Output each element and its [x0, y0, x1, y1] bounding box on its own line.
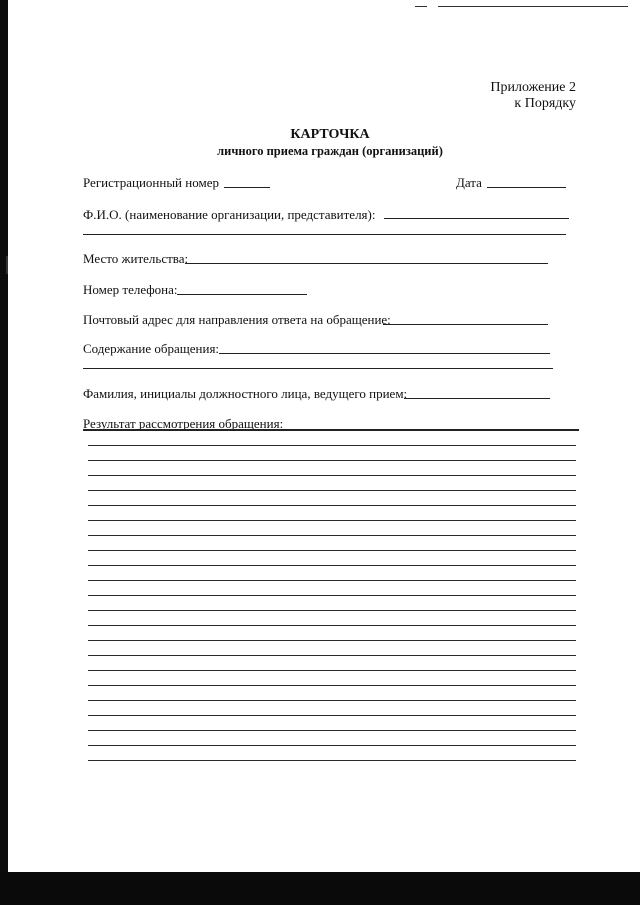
phone-field[interactable] [177, 294, 307, 295]
registration-number-field[interactable] [224, 187, 270, 188]
date-label: Дата [456, 175, 482, 190]
full-name-field-continuation[interactable] [83, 234, 566, 235]
result-writing-line[interactable] [88, 685, 576, 686]
result-writing-line[interactable] [88, 595, 576, 596]
full-name-label: Ф.И.О. (наименование организации, представителя): [83, 207, 376, 222]
appendix-line-1: Приложение 2 [490, 80, 576, 95]
phone-label: Номер телефона: [83, 282, 178, 297]
result-writing-line[interactable] [88, 550, 576, 551]
registration-number-label: Регистрационный номер [83, 175, 219, 190]
result-writing-line[interactable] [88, 670, 576, 671]
result-writing-line[interactable] [88, 535, 576, 536]
result-writing-line[interactable] [88, 610, 576, 611]
result-writing-line[interactable] [88, 745, 576, 746]
result-writing-line[interactable] [88, 460, 576, 461]
result-writing-line[interactable] [88, 730, 576, 731]
content-label: Содержание обращения: [83, 341, 220, 356]
date-field[interactable] [487, 187, 566, 188]
residence-label: Место жительства: [83, 251, 189, 266]
scan-bottom-border [0, 872, 640, 905]
residence-field[interactable] [185, 263, 548, 264]
content-field[interactable] [219, 353, 550, 354]
result-writing-line[interactable] [88, 700, 576, 701]
result-label: Результат рассмотрения обращения: [83, 416, 284, 431]
result-writing-line[interactable] [88, 565, 576, 566]
document-subtitle: личного приема граждан (организаций) [217, 144, 443, 158]
result-writing-line[interactable] [88, 640, 576, 641]
postal-address-label: Почтовый адрес для направления ответа на обращение: [83, 312, 391, 327]
appendix-line-2: к Порядку [514, 96, 576, 111]
result-writing-line[interactable] [88, 520, 576, 521]
result-writing-line[interactable] [88, 445, 576, 446]
result-writing-line[interactable] [88, 760, 576, 761]
official-label: Фамилия, инициалы должностного лица, ведущего прием: [83, 386, 408, 401]
document-title: КАРТОЧКА [290, 127, 370, 142]
official-field[interactable] [404, 398, 550, 399]
result-writing-line[interactable] [88, 580, 576, 581]
result-writing-line[interactable] [88, 625, 576, 626]
scan-top-mark [438, 6, 628, 7]
scan-top-mark [415, 6, 427, 7]
full-name-field[interactable] [384, 218, 569, 219]
result-field[interactable] [83, 429, 579, 431]
result-writing-line[interactable] [88, 505, 576, 506]
result-writing-line[interactable] [88, 715, 576, 716]
postal-address-field[interactable] [383, 324, 548, 325]
result-writing-line[interactable] [88, 655, 576, 656]
appendix-note [490, 80, 576, 112]
content-field-continuation[interactable] [83, 368, 553, 369]
result-writing-line[interactable] [88, 490, 576, 491]
scan-left-mark [6, 256, 8, 274]
result-writing-line[interactable] [88, 475, 576, 476]
